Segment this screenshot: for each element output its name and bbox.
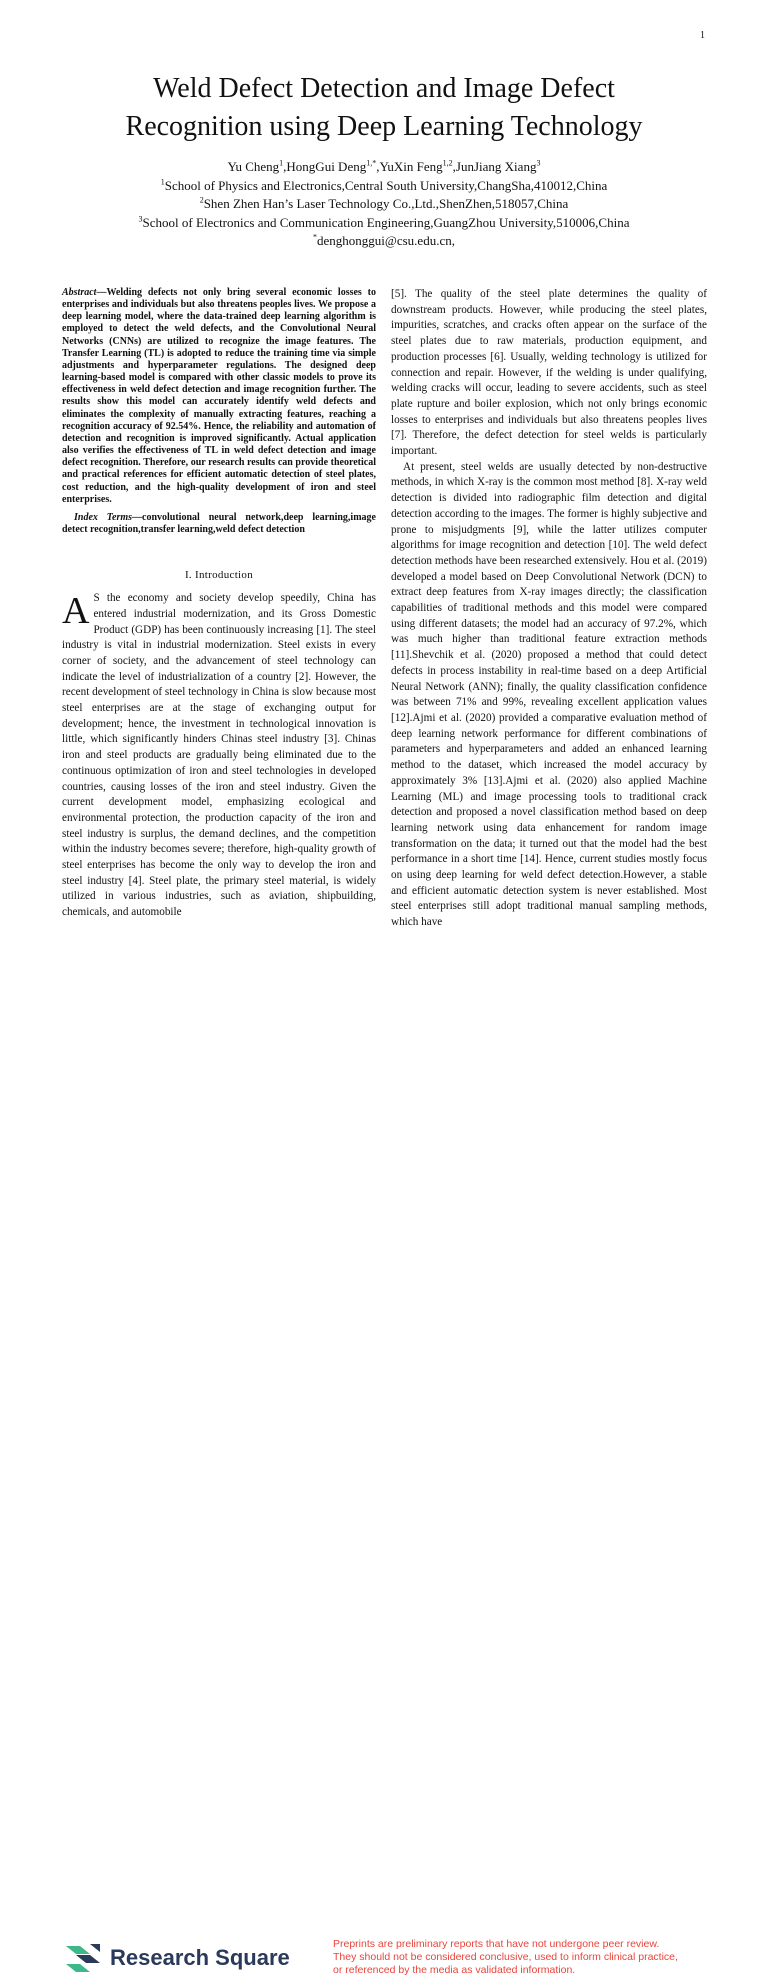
preprint-disclaimer xyxy=(333,1938,733,1977)
body-paragraph-2: At present, steel welds are usually detected by non-destructive methods, in which X-ray is the common most method [8]. X-ray weld detection is divided into radiographic film detection and digital detection according to the images. The former is highly subjective and prone to misjudgments [9], while the latter utilizes computer algorithms for image recognition and detection [10]. The weld defect detection methods have been researched extensively. Hou et al. (2019) developed a model based on Deep Convolutional Network (DCN) to extract deep features from X-ray images directly; the classification capabilities of traditional methods and this model were compared using different datasets; the model had an accuracy of 97.2%, which was much higher than traditional feature extraction methods [11].Shevchik et al. (2020) proposed a method that could detect defects in process instability in real-time based on a deep Artificial Neural Network (ANN); finally, the quality classification confidence was between 71% and 99%, revealing excellent application values [12].Ajmi et al. (2020) provided a comparative evaluation method of deep learning network performance for different combinations of parameters and hyperparameters and added an enhanced learning method to the dataset, which increased the model accuracy by approximately 3% [13].Ajmi et al. (2020) also applied Machine Learning (ML) and image processing tools to traditional crack detection and proposed a novel classification method based on deep learning network using data enhancement for random image transformation on the data; it turned out that the model had the best performance in a short time [14]. Hence, current studies mostly focus on using deep learning for weld defect detection.However, a stable and efficient automatic detection system is never established. Most steel enterprises still adopt traditional manual sampling methods, which have xyxy=(391,460,707,929)
author-sup: 1 xyxy=(279,158,284,168)
affiliation-text: School of Physics and Electronics,Central South University,ChangSha,410012,China xyxy=(164,177,608,193)
research-square-logo-icon xyxy=(62,1942,104,1976)
intro-paragraph xyxy=(62,591,376,921)
email-sup: * xyxy=(313,233,317,243)
index-terms-lead: Index Terms xyxy=(74,511,132,523)
author-sup: 3 xyxy=(536,158,541,168)
abstract-text: —Welding defects not only bring several economic losses to enterprises and individuals but also threatens peoples lives. We propose a deep learning model, where the data-trained deep learning algorithm is employed to detect the weld defects, and the Convolutional Neural Networks (CNNs) are utilized to recognize the image features. The Transfer Learning (TL) is adopted to reduce the training time via simple adjustments and hyperparameter regulations. The designed deep learning-based model is compared with other classic models to prove its effectiveness in weld defect detection and image recognition further. The results show this model can accurately identify weld defects and eliminates the complexity of manually extracting features, reaching a recognition accuracy of 92.54%. Hence, the reliability and automation of detection and recognition is improved significantly. Actual application also verifies the effectiveness of TL in weld defect detection and image defect recognition. Therefore, our research results can provide theoretical and practical references for efficient automatic detection of steel plates, cost reduction, and the high-quality development of iron and steel enterprises. xyxy=(62,287,376,505)
abstract xyxy=(62,287,376,506)
author-name: ,YuXin Feng xyxy=(376,159,443,174)
affiliation-sup: 2 xyxy=(199,195,204,205)
affiliation-2 xyxy=(40,195,728,214)
right-column xyxy=(391,287,707,931)
abstract-lead: Abstract xyxy=(62,287,97,298)
author-sup: 1,2 xyxy=(442,158,453,168)
brand-name[interactable]: Research Square xyxy=(110,1945,290,1970)
email-text: denghonggui@csu.edu.cn, xyxy=(317,233,455,249)
author-list xyxy=(40,158,728,177)
index-terms xyxy=(62,512,376,536)
title-line-1: Weld Defect Detection and Image Defect xyxy=(153,73,615,104)
left-column xyxy=(62,287,376,921)
author-name: Yu Cheng xyxy=(227,159,280,174)
disclaimer-line: or referenced by the media as validated information. xyxy=(333,1964,576,1976)
affiliation-text: School of Electronics and Communication Engineering,GuangZhou University,510006,China xyxy=(142,214,630,230)
affiliation-3 xyxy=(40,214,728,233)
affiliation-text: Shen Zhen Han’s Laser Technology Co.,Ltd.,ShenZhen,518057,China xyxy=(203,196,569,212)
title-line-2: Recognition using Deep Learning Technology xyxy=(125,111,643,142)
affiliation-sup: 1 xyxy=(160,177,165,187)
index-terms-text: —convolutional neural network,deep learning,image detect recognition,transfer learning,weld defect detection xyxy=(62,511,376,535)
affiliation-sup: 3 xyxy=(138,214,143,224)
section-heading: I. Introduction xyxy=(184,569,254,582)
body-paragraph-1: [5]. The quality of the steel plate determines the quality of downstream products. However, while producing the steel plates, impurities, scratches, and cracks often appear on the surface of the steel plates due to raw materials, production equipment, and production processes [6]. Usually, welding technology is utilized for connection and repair. However, if the welding is under qualifying, welding cracks will occur, leading to severe accidents, such as steel plate rupture and boiler explosion, which not only brings economic losses to enterprises and individuals but also threatens peoples lives [7]. Therefore, the defect detection for steel welds is particularly important. xyxy=(391,288,707,458)
affiliation-1 xyxy=(40,177,728,196)
drop-cap: A xyxy=(62,590,90,633)
paper-title xyxy=(40,70,728,146)
author-sup: 1,* xyxy=(366,158,377,168)
corresponding-email xyxy=(40,232,728,251)
disclaimer-line: Preprints are preliminary reports that have not undergone peer review. xyxy=(333,1938,660,1950)
preprint-footer xyxy=(0,960,768,1976)
page-number: 1 xyxy=(700,30,705,41)
author-name: ,HongGui Deng xyxy=(283,159,367,174)
intro-text: S the economy and society develop speedily, China has entered industrial modernization, and its Gross Domestic Product (GDP) has been continuously increasing [1]. The steel industry is vital in industrial modernization. Steel exists in every corner of society, and the advancement of steel technology can indicate the level of industrialization of a country [2]. However, the recent development of steel technology in China is slow because most steel enterprises are at the stage of exchanging output for development; hence, the investment in technological innovation is little, which significantly hinders Chinas steel industry [3]. Chinas iron and steel products are gradually being eliminated due to the continuous optimization of iron and steel technologies in developed countries, causing losses of the iron and steel industry. Given the current development model, emphasizing ecological and environmental protection, the production capacity of the iron and steel industry is surplus, the demand declines, and the competition within the industry becomes severe; therefore, high-quality growth of steel enterprises has become the only way to develop the iron and steel industry [4]. Steel plate, the primary steel material, is widely utilized in various industries, such as aviation, shipbuilding, chemicals, and automobile xyxy=(62,592,376,919)
author-name: ,JunJiang Xiang xyxy=(452,159,537,174)
author-block xyxy=(40,158,728,251)
disclaimer-line: They should not be considered conclusive, used to inform clinical practice, xyxy=(333,1951,678,1963)
